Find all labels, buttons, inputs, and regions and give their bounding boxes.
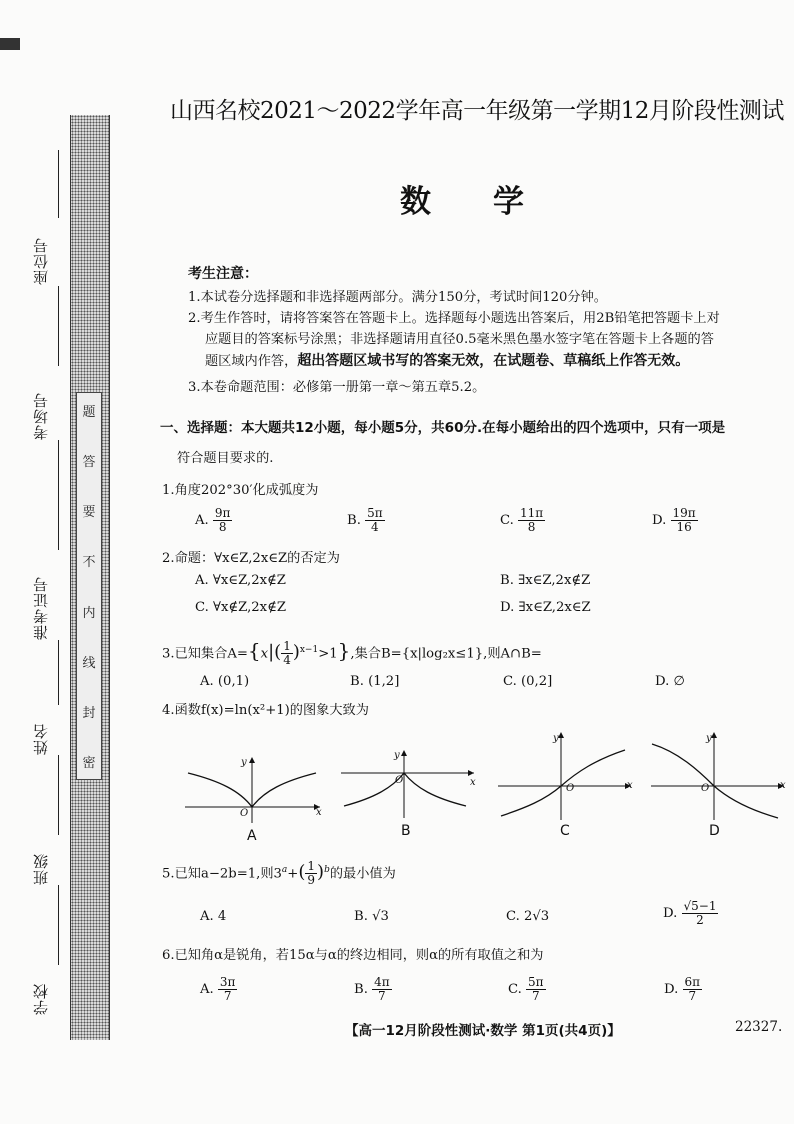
graph-d-y-label: y (706, 733, 712, 744)
q6-option-a-fraction (218, 976, 238, 1003)
q4-caption-b: B (401, 823, 411, 839)
graph-c-origin: O (566, 783, 575, 794)
graph-b-y-label: y (394, 750, 400, 761)
q1-a-num: 9π (214, 506, 231, 520)
q3-frac-num: 1 (283, 639, 291, 654)
q1-c-num: 11π (520, 506, 544, 520)
seal-char: 内 (82, 605, 96, 621)
q3-brace-open: { (247, 638, 261, 663)
graph-b-origin: O (395, 775, 404, 786)
seal-char: 不 (82, 555, 96, 571)
q1-d-num: 19π (672, 506, 696, 520)
graph-d-curve (652, 744, 778, 818)
q5-d-den: 2 (696, 913, 704, 927)
q5-plus: + (287, 866, 299, 882)
class-line (58, 885, 59, 965)
q6-option-b-label: B. (354, 982, 368, 997)
q5-sup-a: a (281, 865, 288, 875)
q5-option-d (663, 900, 718, 927)
q3-stem-post: ,集合B={x|log₂x≤1},则A∩B= (350, 646, 542, 662)
q5-paren-close: ) (317, 861, 325, 883)
q1-option-a-fraction (213, 507, 233, 534)
q4-graph-c (495, 730, 635, 822)
exam-room-line (58, 440, 59, 550)
q3-set-cond: >1 (318, 646, 338, 662)
graph-d-origin: O (701, 783, 710, 794)
q3-option-c: C. (0,2] (503, 674, 553, 689)
notice-item-2c (205, 351, 689, 372)
q1-d-den: 16 (676, 520, 692, 534)
q6-option-b (354, 976, 392, 1003)
school-label: 学校 (32, 983, 50, 1015)
q6-option-b-fraction (372, 976, 392, 1003)
q4-graph-b (338, 748, 478, 820)
graph-b-curve (344, 773, 466, 806)
q1-option-c-label: C. (500, 513, 514, 528)
q3-stem-pre: 3.已知集合A= (162, 646, 248, 662)
seat-number-line (58, 150, 59, 218)
q1-option-d-fraction (671, 507, 698, 534)
q6-a-num: 3π (219, 975, 236, 989)
q6-stem: 6.已知角α是锐角，若15α与α的终边相同，则α的所有取值之和为 (162, 948, 544, 963)
seat-number-line-lower (58, 286, 59, 366)
q3-stem (162, 636, 542, 668)
ticket-number-label: 准考证号 (32, 576, 50, 640)
notice-item-2a: 2.考生作答时，请将答案答在答题卡上。选择题每小题选出答案后，用2B铅笔把答题卡上对 (188, 311, 720, 326)
q1-option-b-fraction (365, 507, 385, 534)
q2-option-b: B. ∃x∈Z,2x∉Z (500, 573, 591, 588)
graph-a-origin: O (240, 808, 249, 819)
q6-b-den: 7 (378, 989, 386, 1003)
q5-sup-b: b (324, 865, 330, 875)
q4-graph-d (648, 730, 788, 822)
q5-option-b: B. √3 (354, 909, 389, 924)
q4-graph-a (180, 755, 325, 825)
q5-stem-post: 的最小值为 (329, 866, 396, 882)
q3-option-a: A. (0,1) (200, 674, 250, 689)
notice-heading: 考生注意： (188, 266, 258, 282)
q1-option-a-label: A. (195, 513, 209, 528)
q1-b-num: 5π (367, 506, 383, 520)
graph-b-x-label: x (470, 777, 476, 788)
q1-option-c (500, 507, 545, 534)
q5-frac-den: 9 (307, 873, 316, 888)
section-1-instructions-2: 符合题目要求的. (177, 451, 274, 466)
graph-b-x-arrow (468, 770, 474, 776)
q5-stem (162, 855, 396, 889)
q5-frac-num: 1 (307, 859, 316, 874)
q3-bar: | (268, 641, 275, 663)
graph-a-y-label: y (241, 757, 247, 768)
class-label: 班级 (32, 853, 50, 885)
seal-char: 线 (82, 655, 96, 671)
q6-c-num: 5π (528, 975, 544, 989)
q6-d-num: 6π (684, 975, 701, 989)
q6-option-c-label: C. (508, 982, 522, 997)
q5-fraction (305, 860, 317, 887)
graph-c-y-label: y (553, 733, 559, 744)
q6-option-d-label: D. (664, 982, 679, 997)
q5-d-num: √5−1 (683, 899, 717, 913)
q6-option-d-fraction (683, 976, 703, 1003)
q6-a-den: 7 (223, 989, 232, 1003)
q4-caption-c: C (560, 823, 570, 839)
notice-item-2c-plain: 题区域内作答， (205, 354, 298, 369)
q1-option-b (347, 507, 385, 534)
section-1-instructions: 一、选择题：本大题共12小题，每小题5分，共60分.在每小题给出的四个选项中，只有一项是 (160, 420, 726, 436)
q1-option-c-fraction (518, 507, 545, 534)
q6-c-den: 7 (531, 989, 540, 1003)
q5-paren-open: ( (298, 861, 306, 883)
q5-option-c: C. 2√3 (506, 909, 550, 924)
seal-char: 答 (82, 455, 96, 471)
q3-option-b: B. (1,2] (350, 674, 400, 689)
q6-d-den: 7 (688, 989, 697, 1003)
exam-room-label: 考场号 (32, 392, 50, 440)
paper-code: 22327. (735, 1019, 783, 1035)
notice-item-2c-emphasis: 超出答题区域书写的答案无效，在试题卷、草稿纸上作答无效。 (297, 353, 690, 369)
q1-option-d-label: D. (652, 513, 667, 528)
graph-d-x-label: x (780, 780, 786, 791)
name-label: 姓名 (32, 723, 50, 755)
seal-char: 题 (82, 405, 96, 420)
notice-item-1: 1.本试卷分选择题和非选择题两部分。满分150分，考试时间120分钟。 (188, 290, 607, 305)
q1-a-den: 8 (218, 520, 227, 534)
q6-option-a-label: A. (200, 982, 214, 997)
q2-option-c: C. ∀x∉Z,2x∉Z (195, 600, 287, 615)
q1-b-den: 4 (371, 520, 379, 534)
q2-option-a: A. ∀x∈Z,2x∉Z (195, 573, 286, 588)
q5-option-a: A. 4 (200, 909, 227, 924)
scan-mark (0, 38, 20, 50)
graph-a-x-label: x (316, 807, 322, 818)
graph-c-x-label: x (627, 780, 633, 791)
exam-title: 山西名校2021～2022学年高一年级第一学期12月阶段性测试 (170, 98, 784, 124)
q3-paren-close: ) (292, 641, 300, 663)
q3-option-d: D. ∅ (655, 674, 685, 689)
notice-item-3: 3.本卷命题范围：必修第一册第一章～第五章5.2。 (188, 380, 486, 395)
q6-option-d (664, 976, 702, 1003)
q5-option-d-fraction (682, 900, 719, 927)
seal-char: 要 (82, 505, 96, 521)
seal-notice-box (76, 392, 102, 780)
q4-stem: 4.函数f(x)=ln(x²+1)的图象大致为 (162, 703, 369, 718)
q2-option-d: D. ∃x∈Z,2x∈Z (500, 600, 591, 615)
ticket-number-line (58, 640, 59, 705)
seat-number-label: 座位号 (32, 237, 50, 285)
q3-exponent: x−1 (299, 645, 319, 655)
graph-c-curve (501, 750, 625, 816)
graph-a-y-arrow (249, 757, 255, 763)
seal-char: 封 (82, 705, 96, 721)
graph-b-y-arrow (401, 750, 407, 756)
q1-option-d (652, 507, 698, 534)
q5-option-d-label: D. (663, 906, 678, 921)
q1-stem: 1.角度202°30′化成弧度为 (162, 483, 319, 498)
q6-option-c-fraction (526, 976, 546, 1003)
q1-option-b-label: B. (347, 513, 361, 528)
q6-b-num: 4π (374, 975, 390, 989)
q5-stem-pre: 5.已知a−2b=1,则3 (162, 866, 282, 882)
q6-option-c (508, 976, 546, 1003)
q1-option-a (195, 507, 232, 534)
name-line (58, 755, 59, 835)
page-footer: 【高一12月阶段性测试·数学 第1页(共4页)】 (345, 1023, 621, 1039)
q3-set-var: x (260, 646, 269, 662)
q3-brace-close: } (337, 638, 351, 663)
q2-stem: 2.命题：∀x∈Z,2x∈Z的否定为 (162, 551, 340, 566)
seal-char: 密 (82, 755, 96, 771)
q3-fraction (281, 640, 293, 667)
q3-frac-den: 4 (283, 653, 291, 668)
q4-caption-a: A (247, 828, 257, 844)
notice-item-2b: 应题目的答案标号涂黑；非选择题请用直径0.5毫米黑色墨水签字笔在答题卡上各题的答 (205, 332, 714, 347)
q6-option-a (200, 976, 237, 1003)
q1-c-den: 8 (527, 520, 536, 534)
subject-title: 数学 (400, 184, 586, 220)
q3-paren-open: ( (274, 641, 282, 663)
q4-caption-d: D (709, 823, 720, 839)
